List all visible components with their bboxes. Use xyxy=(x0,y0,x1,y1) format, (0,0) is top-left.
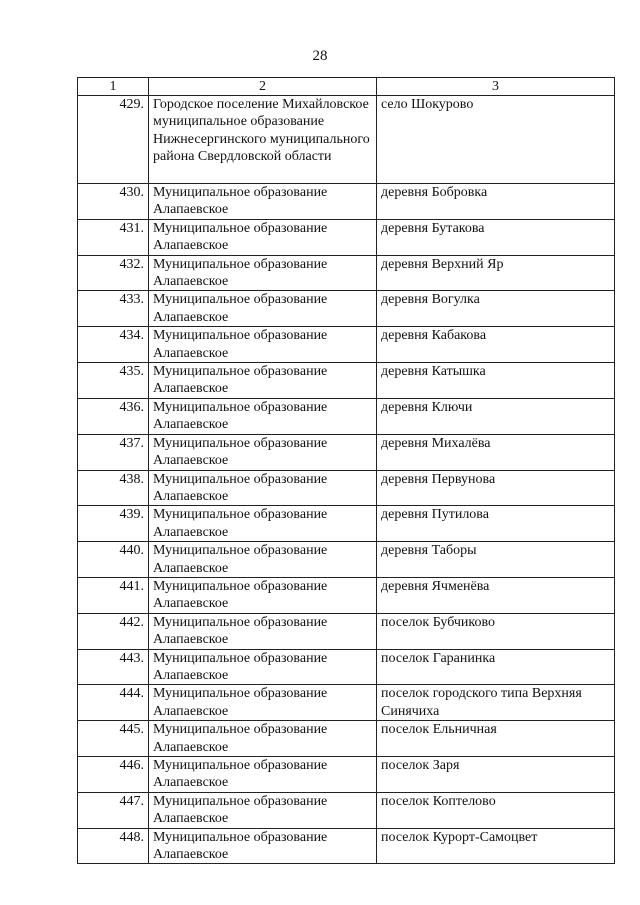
row-number: 441. xyxy=(78,577,149,613)
table-row xyxy=(78,434,615,470)
table-row xyxy=(78,792,615,828)
row-number: 438. xyxy=(78,470,149,506)
row-number: 432. xyxy=(78,255,149,291)
row-number: 442. xyxy=(78,613,149,649)
header-col-3: 3 xyxy=(377,78,615,96)
table-row xyxy=(78,757,615,793)
settlement-cell: деревня Первунова xyxy=(377,470,615,506)
municipality-cell: Муниципальное образование Алапаевское xyxy=(149,792,377,828)
settlement-cell: деревня Михалёва xyxy=(377,434,615,470)
municipality-cell: Муниципальное образование Алапаевское xyxy=(149,757,377,793)
settlement-cell: деревня Ключи xyxy=(377,398,615,434)
header-col-2: 2 xyxy=(149,78,377,96)
municipality-cell: Городское поселение Михайловское муниципальное образование Нижнесергинского муниципального района Свердловской области xyxy=(149,96,377,184)
municipality-cell: Муниципальное образование Алапаевское xyxy=(149,613,377,649)
municipality-cell: Муниципальное образование Алапаевское xyxy=(149,721,377,757)
table-body xyxy=(78,96,615,864)
settlement-cell: поселок Курорт-Самоцвет xyxy=(377,828,615,864)
row-number: 430. xyxy=(78,184,149,220)
row-number: 434. xyxy=(78,327,149,363)
table-row xyxy=(78,542,615,578)
table-row xyxy=(78,649,615,685)
table-row xyxy=(78,255,615,291)
row-number: 436. xyxy=(78,398,149,434)
municipality-cell: Муниципальное образование Алапаевское xyxy=(149,219,377,255)
table-row xyxy=(78,577,615,613)
settlement-cell: деревня Путилова xyxy=(377,506,615,542)
municipality-cell: Муниципальное образование Алапаевское xyxy=(149,649,377,685)
settlement-cell: поселок Бубчиково xyxy=(377,613,615,649)
municipality-cell: Муниципальное образование Алапаевское xyxy=(149,291,377,327)
settlement-cell: поселок Коптелово xyxy=(377,792,615,828)
row-number: 445. xyxy=(78,721,149,757)
table-row xyxy=(78,96,615,184)
table-row xyxy=(78,470,615,506)
row-number: 431. xyxy=(78,219,149,255)
table-row xyxy=(78,828,615,864)
table-row xyxy=(78,506,615,542)
row-number: 444. xyxy=(78,685,149,721)
municipality-cell: Муниципальное образование Алапаевское xyxy=(149,363,377,399)
settlement-cell: поселок Ельничная xyxy=(377,721,615,757)
settlement-cell: деревня Бутакова xyxy=(377,219,615,255)
municipality-cell: Муниципальное образование Алапаевское xyxy=(149,506,377,542)
table-row xyxy=(78,721,615,757)
municipality-cell: Муниципальное образование Алапаевское xyxy=(149,398,377,434)
row-number: 443. xyxy=(78,649,149,685)
settlement-cell: деревня Таборы xyxy=(377,542,615,578)
row-number: 433. xyxy=(78,291,149,327)
table-row xyxy=(78,398,615,434)
table-header-row xyxy=(78,78,615,96)
settlement-cell: деревня Верхний Яр xyxy=(377,255,615,291)
row-number: 440. xyxy=(78,542,149,578)
header-col-1: 1 xyxy=(78,78,149,96)
row-number: 429. xyxy=(78,96,149,184)
settlements-table xyxy=(77,77,615,864)
settlement-cell: село Шокурово xyxy=(377,96,615,184)
row-number: 439. xyxy=(78,506,149,542)
row-number: 448. xyxy=(78,828,149,864)
settlement-cell: поселок городского типа Верхняя Синячиха xyxy=(377,685,615,721)
table-row xyxy=(78,327,615,363)
page-number: 28 xyxy=(312,48,328,64)
settlement-cell: поселок Гаранинка xyxy=(377,649,615,685)
municipality-cell: Муниципальное образование Алапаевское xyxy=(149,434,377,470)
settlement-cell: деревня Ячменёва xyxy=(377,577,615,613)
table-row xyxy=(78,219,615,255)
municipality-cell: Муниципальное образование Алапаевское xyxy=(149,184,377,220)
municipality-cell: Муниципальное образование Алапаевское xyxy=(149,327,377,363)
municipality-cell: Муниципальное образование Алапаевское xyxy=(149,828,377,864)
table-row xyxy=(78,184,615,220)
municipality-cell: Муниципальное образование Алапаевское xyxy=(149,470,377,506)
table-row xyxy=(78,363,615,399)
municipality-cell: Муниципальное образование Алапаевское xyxy=(149,255,377,291)
municipality-cell: Муниципальное образование Алапаевское xyxy=(149,577,377,613)
settlement-cell: деревня Вогулка xyxy=(377,291,615,327)
table-row xyxy=(78,685,615,721)
municipality-cell: Муниципальное образование Алапаевское xyxy=(149,685,377,721)
row-number: 437. xyxy=(78,434,149,470)
settlement-cell: деревня Бобровка xyxy=(377,184,615,220)
settlement-cell: деревня Катышка xyxy=(377,363,615,399)
table-row xyxy=(78,291,615,327)
table-row xyxy=(78,613,615,649)
settlement-cell: поселок Заря xyxy=(377,757,615,793)
municipality-cell: Муниципальное образование Алапаевское xyxy=(149,542,377,578)
row-number: 435. xyxy=(78,363,149,399)
settlement-cell: деревня Кабакова xyxy=(377,327,615,363)
row-number: 447. xyxy=(78,792,149,828)
row-number: 446. xyxy=(78,757,149,793)
